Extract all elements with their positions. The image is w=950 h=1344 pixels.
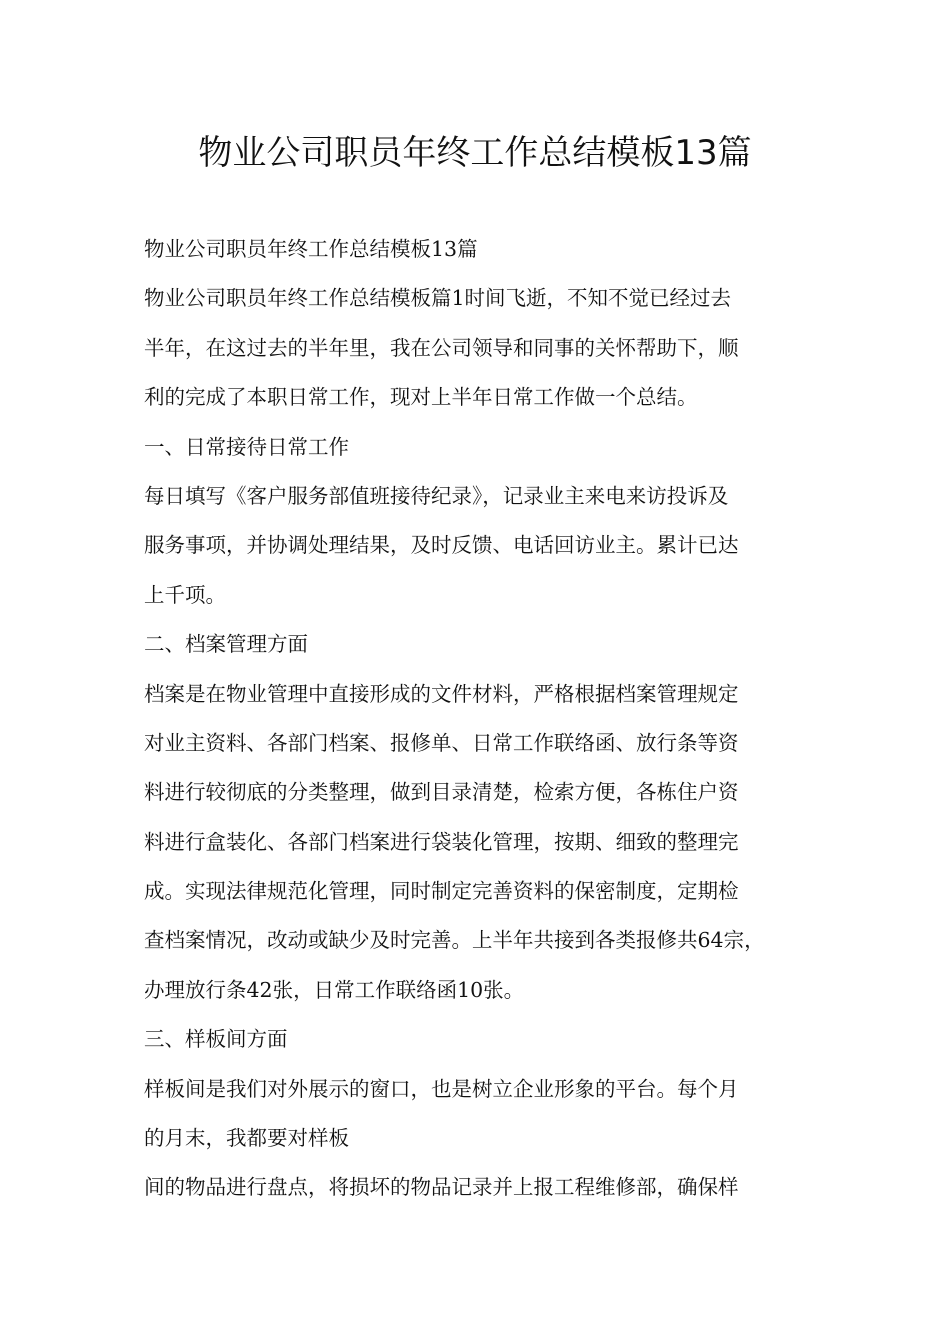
body-line: 物业公司职员年终工作总结模板13篇 [144, 237, 478, 261]
body-line: 成。实现法律规范化管理，同时制定完善资料的保密制度，定期检 [144, 879, 739, 904]
body-line: 物业公司职员年终工作总结模板篇1时间飞逝，不知不觉已经过去 [144, 286, 732, 311]
section-heading: 三、样板间方面 [144, 1027, 288, 1052]
body-line: 查档案情况，改动或缺少及时完善。上半年共接到各类报修共64宗， [144, 928, 765, 953]
body-line: 对业主资料、各部门档案、报修单、日常工作联络函、放行条等资 [144, 730, 739, 755]
body-line: 利的完成了本职日常工作，现对上半年日常工作做一个总结。 [144, 385, 698, 410]
document-title: 物业公司职员年终工作总结模板13篇 [198, 133, 752, 173]
body-line: 料进行盒装化、各部门档案进行袋装化管理，按期、细致的整理完 [144, 829, 739, 854]
body-line: 半年，在这过去的半年里，我在公司领导和同事的关怀帮助下，顺 [144, 335, 739, 360]
body-line: 办理放行条42张，日常工作联络函10张。 [144, 977, 525, 1002]
body-line: 的月末，我都要对样板 [144, 1126, 349, 1151]
body-line: 每日填写《客户服务部值班接待纪录》，记录业主来电来访投诉及 [144, 483, 729, 508]
body-line: 上千项。 [144, 582, 226, 607]
section-heading: 二、档案管理方面 [144, 632, 308, 657]
body-line: 料进行较彻底的分类整理，做到目录清楚，检索方便，各栋住户资 [144, 780, 739, 805]
body-line: 样板间是我们对外展示的窗口，也是树立企业形象的平台。每个月 [144, 1076, 739, 1101]
body-line: 服务事项，并协调处理结果，及时反馈、电话回访业主。累计已达 [144, 533, 739, 558]
body-line: 档案是在物业管理中直接形成的文件材料，严格根据档案管理规定 [144, 681, 739, 706]
body-line: 间的物品进行盘点，将损坏的物品记录并上报工程维修部，确保样 [144, 1175, 739, 1200]
document-body [144, 225, 824, 1213]
section-heading: 一、日常接待日常工作 [144, 434, 349, 459]
